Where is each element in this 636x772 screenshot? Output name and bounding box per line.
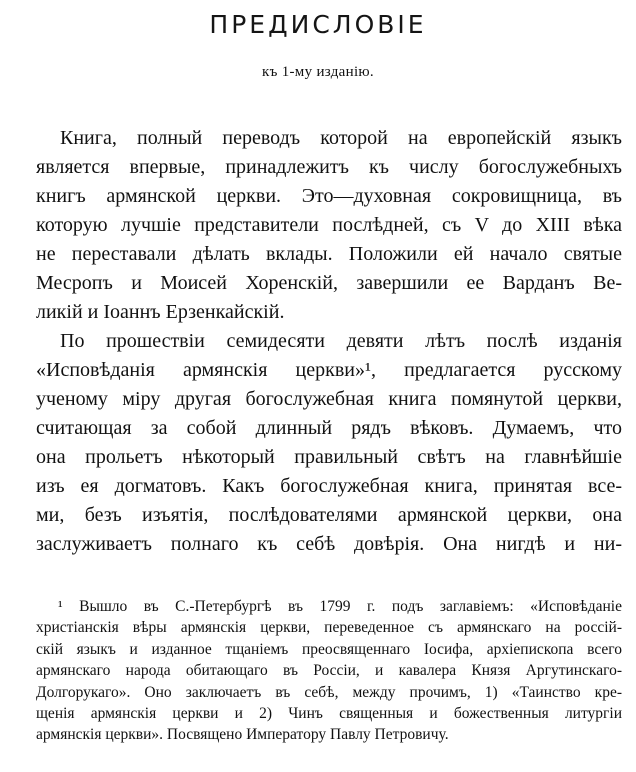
text-line: заслуживаетъ полнаго къ себѣ довѣрія. Она нигдѣ и ни-	[36, 533, 622, 555]
page-subtitle: къ 1-му изданію.	[262, 64, 374, 80]
text-line: ученому міру другая богослужебная книга помянутой церкви,	[36, 388, 622, 410]
text-line: Месропъ и Моисей Хоренскій, завершили ее Варданъ Ве-	[36, 272, 622, 294]
text-line: является впервые, принадлежитъ къ числу богослужебныхъ	[36, 156, 622, 178]
paragraph-2	[36, 327, 622, 559]
text-line: считающая за собой длинный рядъ вѣковъ. Думаемъ, что	[36, 417, 622, 439]
text-line: Книга, полный переводъ которой на европейскій языкъ	[60, 127, 622, 149]
footnote-line: Долгорукаго». Оно заключаетъ въ себѣ, между прочимъ, 1) «Таинство кре-	[36, 683, 622, 701]
text-line: По прошествіи семидесяти девяти лѣтъ послѣ изданія	[60, 330, 622, 352]
text-line: которую лучшіе представители послѣдней, съ V до XIII вѣка	[36, 214, 622, 236]
footnote-line: щенія армянскія церкви и 2) Чинъ священныя и божественныя литургіи	[36, 704, 622, 722]
main-text	[36, 124, 622, 559]
page-title: ПРЕДИСЛОВІЕ	[209, 10, 427, 39]
text-line: изъ ея догматовъ. Какъ богослужебная книга, принятая все-	[36, 475, 622, 497]
text-line: не переставали дѣлать вклады. Положили ей начало святые	[36, 243, 622, 265]
footnote-line: ¹ Вышло въ С.-Петербургѣ въ 1799 г. подъ заглавіемъ: «Исповѣданіе	[58, 598, 622, 615]
text-line: ликій и Іоаннъ Ерзенкайскій.	[36, 301, 285, 323]
text-line: «Исповѣданія армянскія церкви»¹, предлагается русскому	[36, 359, 622, 381]
footnote-line: армянскаго народа обитающаго въ Россіи, и кавалера Князя Аргутинскаго-	[36, 662, 622, 680]
paragraph-1	[36, 124, 622, 327]
footnote-line: христіанскія вѣры армянскія церкви, переведенное съ армянскаго на россій-	[36, 619, 622, 637]
text-line: ми, безъ изъятія, послѣдователями армянской церкви, она	[36, 504, 622, 526]
text-line: она прольетъ нѣкоторый правильный свѣтъ на главнѣйшіе	[36, 446, 622, 468]
footnote	[36, 596, 622, 746]
footnote-line: скій языкъ и изданное тщаніемъ преосвященнаго Іосифа, архіепископа всего	[36, 640, 622, 658]
footnote-line: армянскія церкви». Посвящено Императору Павлу Петровичу.	[36, 726, 449, 744]
text-line: книгъ армянской церкви. Это—духовная сокровищница, въ	[36, 185, 622, 207]
